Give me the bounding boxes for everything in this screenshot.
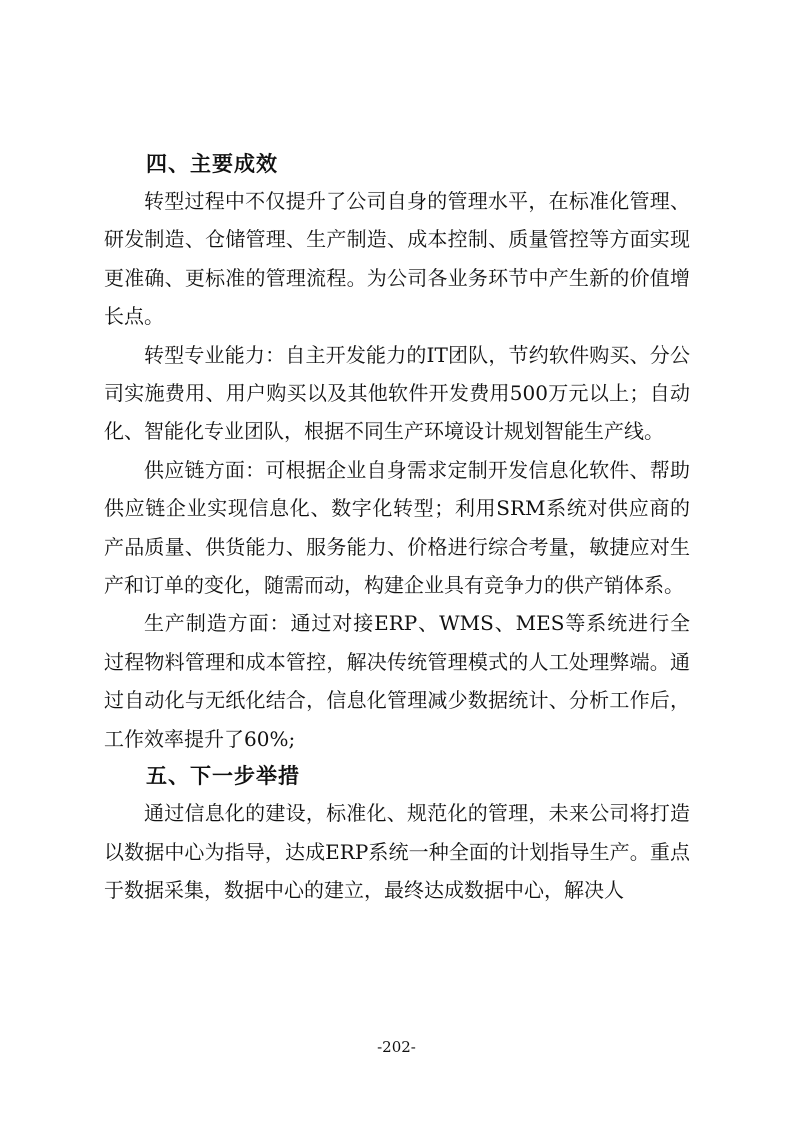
paragraph-manufacturing: 生产制造方面：通过对接ERP、WMS、MES等系统进行全过程物料管理和成本管控，解决传统管理模式的人工处理弊端。通过自动化与无纸化结合，信息化管理减少数据统计、分析工作后，工作效率提升了60%; <box>104 611 690 751</box>
paragraph-supply-chain: 供应链方面：可根据企业自身需求定制开发信息化软件、帮助供应链企业实现信息化、数字化转型；利用SRM系统对供应商的产品质量、供货能力、服务能力、价格进行综合考量，敏捷应对生产和订单的变化，随需而动，构建企业具有竞争力的供产销体系。 <box>104 457 690 598</box>
page-number: -202- <box>377 1038 416 1056</box>
paragraph-professional-capability: 转型专业能力：自主开发能力的IT团队，节约软件购买、分公司实施费用、用户购买以及其他软件开发费用500万元以上；自动化、智能化专业团队，根据不同生产环境设计规划智能生产线。 <box>104 342 690 444</box>
paragraph-transformation-overview: 转型过程中不仅提升了公司自身的管理水平，在标准化管理、研发制造、仓储管理、生产制造、成本控制、质量管控等方面实现更准确、更标准的管理流程。为公司各业务环节中产生新的价值增长点。 <box>104 189 690 329</box>
page-content <box>104 146 690 909</box>
section-heading-next-steps: 五、下一步举措 <box>146 764 300 789</box>
section-heading-main-results: 四、主要成效 <box>146 152 278 176</box>
paragraph-next-steps: 通过信息化的建设，标准化、规范化的管理，未来公司将打造以数据中心为指导，达成ERP系统一种全面的计划指导生产。重点于数据采集，数据中心的建立，最终达成数据中心，解决人 <box>104 801 690 902</box>
